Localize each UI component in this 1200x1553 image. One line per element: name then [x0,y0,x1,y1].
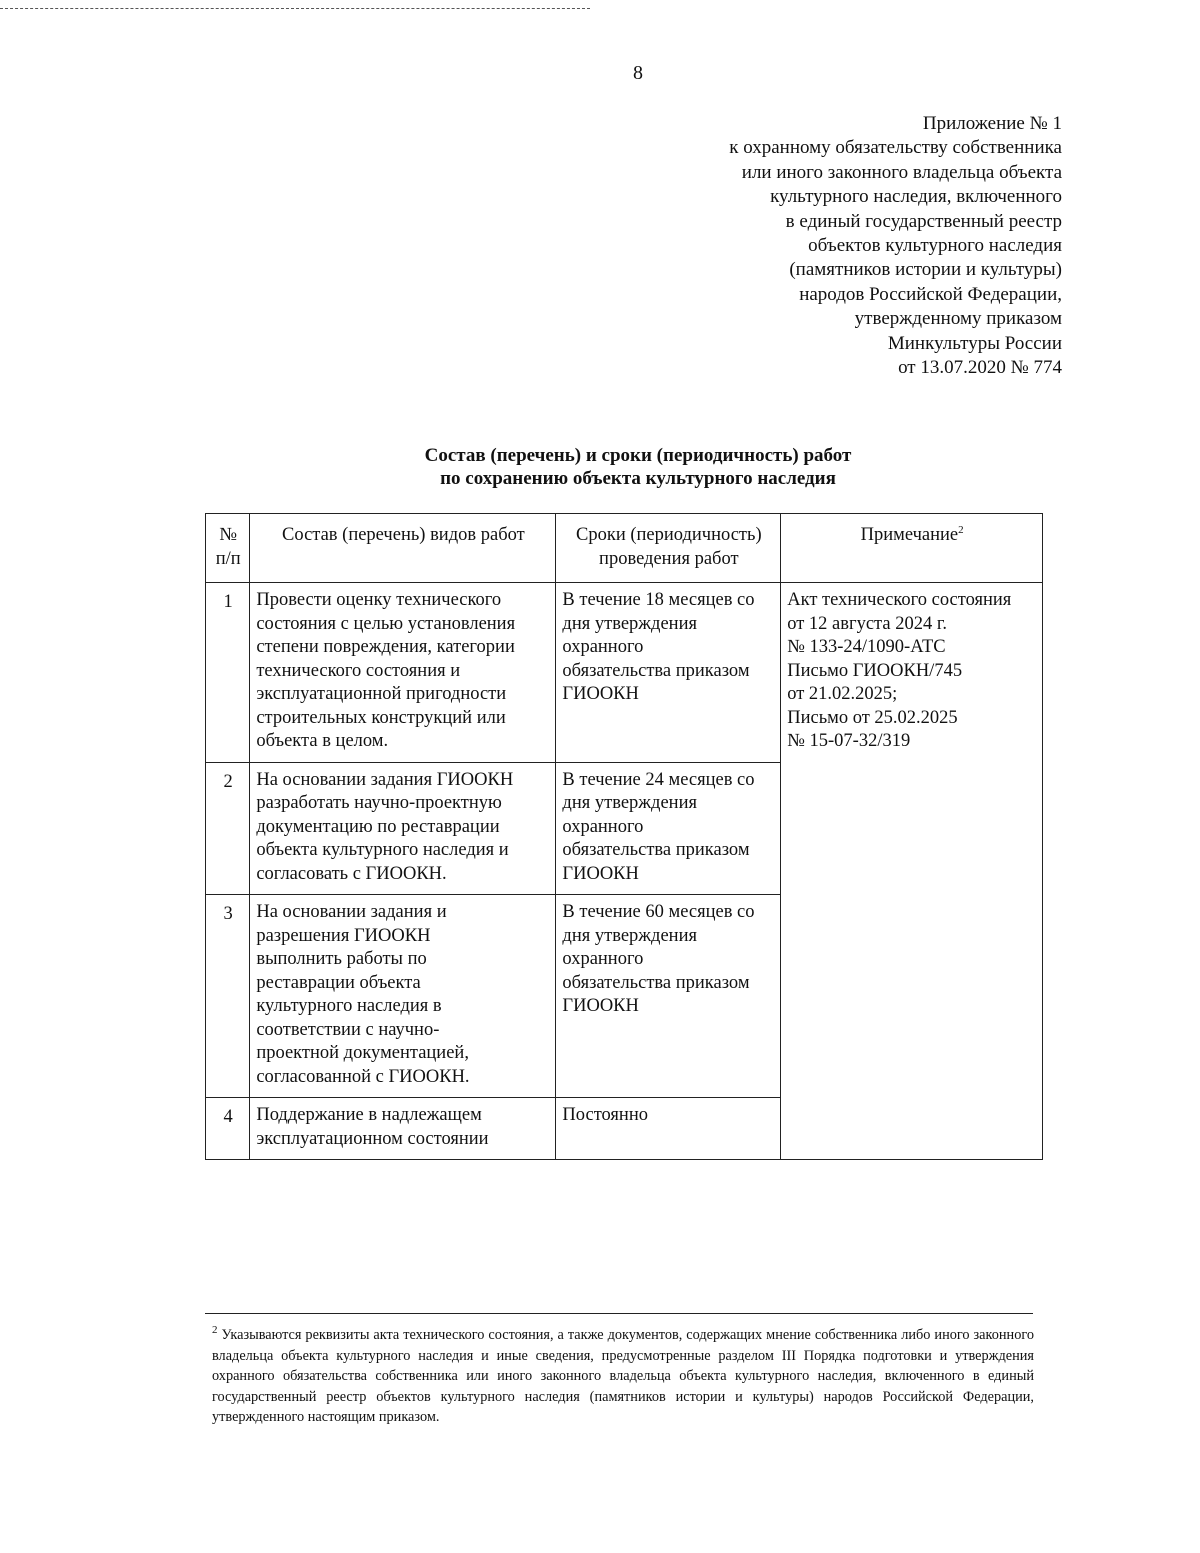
row-term: В течение 60 месяцев со дня утверждения охранного обязательства приказом ГИООКН [556,895,781,1098]
row-num: 1 [206,583,250,763]
appendix-line: Приложение № 1 [922,113,1062,134]
table-header-row [206,514,1043,583]
row-num: 2 [206,762,250,895]
header-note-label: Примечание [860,525,959,545]
row-term: В течение 18 месяцев со дня утверждения охранного обязательства приказом ГИООКН [556,583,781,763]
header-work: Состав (перечень) видов работ [250,514,556,583]
appendix-line: утвержденному приказом [854,308,1062,330]
header-term: Сроки (периодичность) проведения работ [556,514,781,583]
appendix-line: или иного законного владельца объекта [741,161,1062,183]
appendix-line: Минкультуры России [887,332,1062,354]
row-term: Постоянно [556,1098,781,1160]
row-work: Поддержание в надлежащем эксплуатационном состоянии [250,1098,556,1160]
header-num: № п/п [206,514,250,583]
appendix-reference [642,112,1062,380]
footnote-mark: 2 [212,1324,218,1337]
appendix-line: народов Российской Федерации, [799,283,1062,305]
appendix-line: от 13.07.2020 № 774 [898,357,1062,379]
footnote [212,1325,1034,1428]
page-number: 8 [633,62,643,84]
appendix-line: объектов культурного наследия [808,235,1062,257]
appendix-line: к охранному обязательству собственника [729,137,1062,159]
row-num: 4 [206,1098,250,1160]
row-work: На основании задания и разрешения ГИООКН выполнить работы по реставрации объекта культурного наследия в соответствии с научно- проектной документацией, согласованной с ГИООКН. [250,895,556,1098]
appendix-line: культурного наследия, включенного [770,186,1062,208]
works-table [205,513,1043,1160]
header-note [781,514,1043,583]
scan-artifact-line [0,8,590,9]
footnote-separator [205,1313,1033,1314]
document-title [0,444,1200,490]
title-line-2: по сохранению объекта культурного наследия [440,468,836,489]
footnote-ref: 2 [958,523,964,536]
row-note-merged: Акт технического состояния от 12 августа 2024 г. № 133-24/1090-АТС Письмо ГИООКН/745 от 21.02.2025; Письмо от 25.02.2025 № 15-07-32/319 [781,583,1043,1160]
title-line-1: Состав (перечень) и сроки (периодичность) работ [424,445,852,466]
table-row [206,583,1043,763]
row-work: На основании задания ГИООКН разработать научно-проектную документацию по реставрации объекта культурного наследия и согласовать с ГИООКН. [250,762,556,895]
footnote-text: Указываются реквизиты акта технического состояния, а также документов, содержащих мнение собственника либо иного законного владельца объекта культурного наследия и иные сведения, предусмотренные разделом III Порядка подготовки и утверждения охранного обязательства собственника или иного законного владельца объекта культурного наследия, включенного в единый государственный реестр объектов культурного наследия (памятников истории и культуры) народов Российской Федерации, утвержденного настоящим приказом. [212,1327,1034,1425]
row-term: В течение 24 месяцев со дня утверждения охранного обязательства приказом ГИООКН [556,762,781,895]
appendix-line: в единый государственный реестр [785,210,1062,232]
row-num: 3 [206,895,250,1098]
row-work: Провести оценку технического состояния с целью установления степени повреждения, категории технического состояния и эксплуатационной пригодности строительных конструкций или объекта в целом. [250,583,556,763]
appendix-line: (памятников истории и культуры) [789,259,1062,281]
